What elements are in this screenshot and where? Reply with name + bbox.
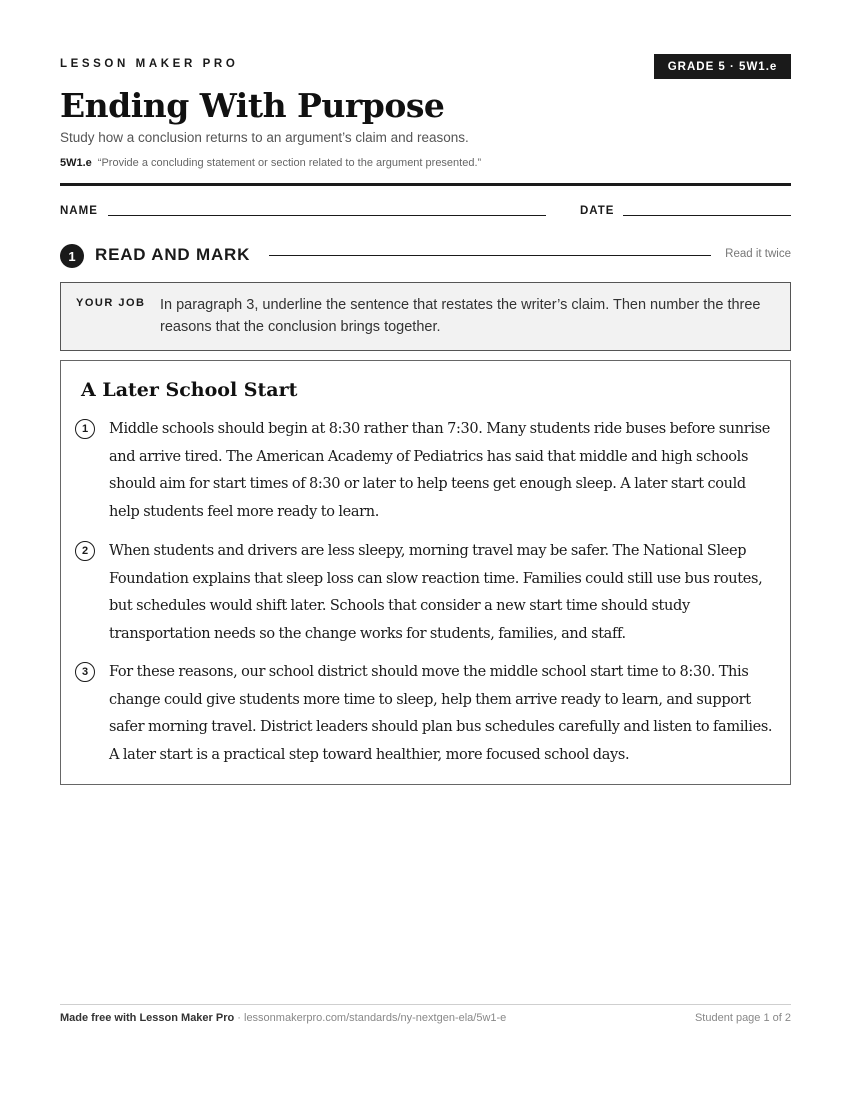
section-title: READ AND MARK: [95, 245, 251, 264]
paragraph-text[interactable]: For these reasons, our school district should move the middle school start time to 8:30. This change could give students more time to sleep, help them arrive ready to learn, and support safer morning travel. District leaders should plan bus schedules carefully and listen to families. A later start is a practical step toward healthier, more focused school days.: [109, 664, 773, 763]
section-note: Read it twice: [725, 248, 791, 260]
footer-url[interactable]: lessonmakerpro.com/standards/ny-nextgen-ela/5w1-e: [244, 1012, 507, 1024]
paragraph-text[interactable]: When students and drivers are less sleepy, morning travel may be safer. The National Sleep Foundation explains that sleep loss can slow reaction time. Families could still use bus routes, but schedules would shift later. Schools that consider a new start time should study transportation needs so the change works for students, families, and staff.: [109, 543, 763, 642]
name-label: NAME: [60, 205, 98, 217]
section-number-badge: 1: [60, 244, 84, 268]
page-subtitle: Study how a conclusion returns to an argument’s claim and reasons.: [60, 130, 469, 145]
worksheet-page: [60, 0, 791, 1100]
paragraph-number: 3: [75, 662, 95, 682]
paragraph-text[interactable]: Middle schools should begin at 8:30 rather than 7:30. Many students ride buses before sunrise and arrive tired. The American Academy of Pediatrics has said that middle and high schools should aim for start times of 8:30 or later to help teens get enough sleep. A later start could help students feel more ready to learn.: [109, 421, 770, 520]
page-title: Ending With Purpose: [60, 86, 445, 125]
date-label: DATE: [580, 205, 615, 217]
brand-name: LESSON MAKER PRO: [60, 58, 239, 70]
paragraph-number: 1: [75, 419, 95, 439]
instructions-box: [60, 282, 791, 351]
instructions-label: YOUR JOB: [76, 297, 146, 309]
instructions-text: In paragraph 3, underline the sentence that restates the writer’s claim. Then number the three reasons that the conclusion brings together.: [160, 297, 761, 335]
passage-title: A Later School Start: [81, 379, 298, 401]
page-indicator: Student page 1 of 2: [694, 1012, 791, 1024]
standard-line: [60, 157, 481, 169]
footer-made-with: Made free with Lesson Maker Pro: [60, 1012, 235, 1024]
name-field[interactable]: [108, 215, 546, 216]
footer-divider: [60, 1004, 791, 1005]
footer-credit: [60, 1012, 506, 1024]
footer-separator: ·: [234, 1012, 244, 1024]
grade-badge: GRADE 5 · 5W1.e: [654, 54, 791, 79]
section-divider: [269, 255, 711, 256]
paragraph-number: 2: [75, 541, 95, 561]
header-divider: [60, 183, 791, 186]
date-field[interactable]: [623, 215, 791, 216]
standard-text: “Provide a concluding statement or section related to the argument presented.”: [97, 157, 482, 169]
standard-code: 5W1.e: [60, 157, 92, 169]
reading-passage: [60, 360, 791, 785]
